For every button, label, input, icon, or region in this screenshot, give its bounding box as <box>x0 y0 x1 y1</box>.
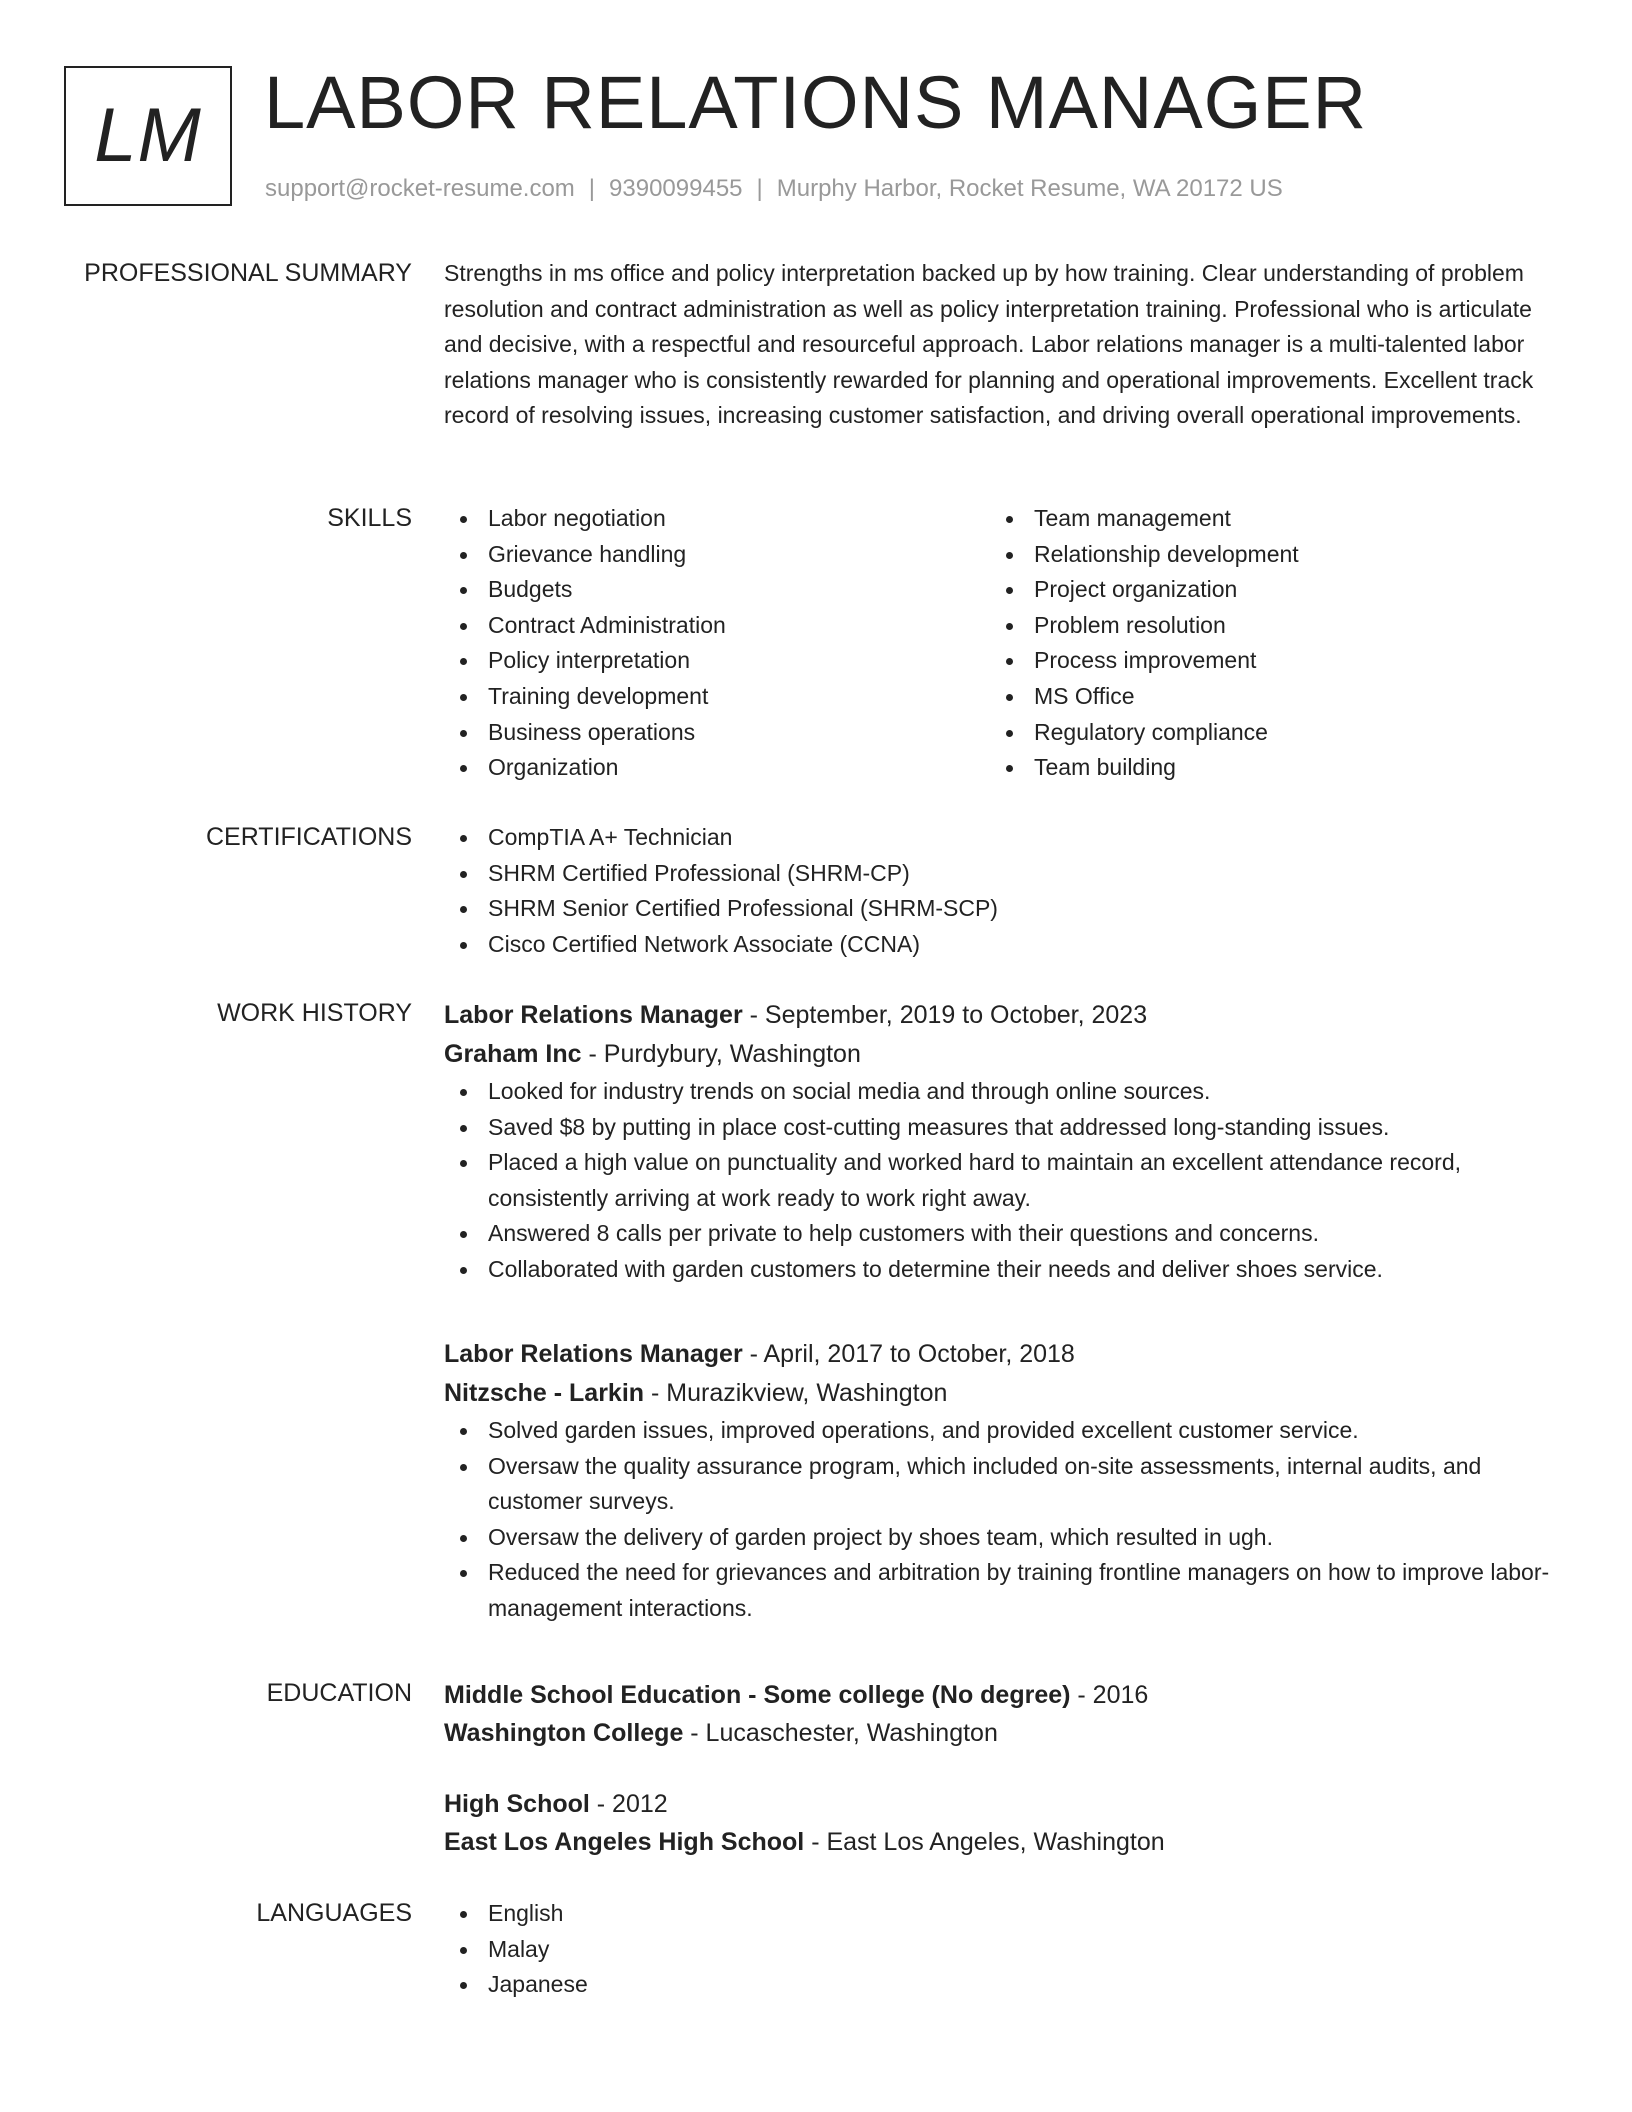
job-company-line <box>444 1374 1564 1413</box>
skill-item: Team building <box>990 750 1536 786</box>
skill-item: MS Office <box>990 679 1536 715</box>
contact-phone[interactable]: 9390099455 <box>609 175 743 202</box>
job-title-line <box>444 996 1564 1035</box>
skills-list-right <box>990 501 1536 786</box>
job-location: - Murazikview, Washington <box>644 1379 948 1407</box>
languages-list <box>444 1896 1564 2003</box>
education-school-line <box>444 1714 1564 1752</box>
skills-list-left <box>444 501 990 786</box>
skill-item: Grievance handling <box>444 537 990 573</box>
job-title: Labor Relations Manager <box>444 1001 743 1029</box>
job-bullet: Saved $8 by putting in place cost-cutting measures that addressed long-standing issues. <box>444 1110 1564 1146</box>
education-entry <box>444 1676 1564 1752</box>
skill-item: Regulatory compliance <box>990 715 1536 751</box>
education-school: East Los Angeles High School <box>444 1828 805 1856</box>
certification-item: SHRM Certified Professional (SHRM-CP) <box>444 856 1564 892</box>
education-degree: Middle School Education - Some college (No degree) <box>444 1681 1071 1709</box>
education-degree-line <box>444 1785 1564 1823</box>
job-bullet: Solved garden issues, improved operations, and provided excellent customer service. <box>444 1413 1564 1449</box>
job-bullet: Placed a high value on punctuality and worked hard to maintain an excellent attendance record, consistently arriving at work ready to work right away. <box>444 1145 1564 1216</box>
section-label-summary: PROFESSIONAL SUMMARY <box>84 259 412 287</box>
job-location: - Purdybury, Washington <box>581 1040 861 1068</box>
section-label-education: EDUCATION <box>266 1679 412 1707</box>
skill-item: Contract Administration <box>444 608 990 644</box>
section-label-work-history: WORK HISTORY <box>217 999 412 1027</box>
education-year: - 2016 <box>1070 1681 1149 1709</box>
contact-separator: | <box>588 175 596 202</box>
education-year: - 2012 <box>589 1790 668 1818</box>
language-item: Japanese <box>444 1967 1564 2003</box>
monogram-box <box>64 66 232 206</box>
contact-address: Murphy Harbor, Rocket Resume, WA 20172 US <box>776 175 1283 202</box>
certification-item: CompTIA A+ Technician <box>444 820 1564 856</box>
skill-item: Process improvement <box>990 643 1536 679</box>
education-entry <box>444 1785 1564 1861</box>
job-entry <box>444 996 1564 1288</box>
job-bullet: Looked for industry trends on social media and through online sources. <box>444 1074 1564 1110</box>
certifications-list <box>444 820 1564 962</box>
skill-item: Problem resolution <box>990 608 1536 644</box>
job-company-line <box>444 1035 1564 1074</box>
education-location: - Lucaschester, Washington <box>683 1719 998 1747</box>
education-school: Washington College <box>444 1719 684 1747</box>
skill-item: Labor negotiation <box>444 501 990 537</box>
job-title: Labor Relations Manager <box>444 1340 743 1368</box>
section-label-skills: SKILLS <box>327 504 412 532</box>
skill-item: Budgets <box>444 572 990 608</box>
contact-line <box>265 174 1283 204</box>
job-bullet-list <box>444 1074 1564 1288</box>
certification-item: SHRM Senior Certified Professional (SHRM-SCP) <box>444 891 1564 927</box>
section-label-certifications: CERTIFICATIONS <box>205 823 412 851</box>
job-title-line <box>444 1335 1564 1374</box>
education-degree: High School <box>444 1790 590 1818</box>
skill-item: Team management <box>990 501 1536 537</box>
skill-item: Relationship development <box>990 537 1536 573</box>
contact-email[interactable]: support@rocket-resume.com <box>265 175 575 202</box>
certification-item: Cisco Certified Network Associate (CCNA) <box>444 927 1564 963</box>
job-entry <box>444 1335 1564 1627</box>
job-bullet: Oversaw the quality assurance program, which included on-site assessments, internal audits, and customer surveys. <box>444 1449 1564 1520</box>
job-bullet: Collaborated with garden customers to determine their needs and deliver shoes service. <box>444 1252 1564 1288</box>
skill-item: Business operations <box>444 715 990 751</box>
job-dates: - September, 2019 to October, 2023 <box>742 1001 1148 1029</box>
job-dates: - April, 2017 to October, 2018 <box>742 1340 1075 1368</box>
job-bullet: Oversaw the delivery of garden project by shoes team, which resulted in ugh. <box>444 1520 1564 1556</box>
resume-title: LABOR RELATIONS MANAGER <box>264 61 1368 144</box>
summary-text: Strengths in ms office and policy interpretation backed up by how training. Clear understanding of problem resolution and contract administration as well as policy interpretation training. Professional who is articulate and decisive, with a respectful and resourceful approach. Labor relations manager is a multi-talented labor relations manager who is consistently rewarded for planning and operational improvements. Excellent track record of resolving issues, increasing customer satisfaction, and driving overall operational improvements. <box>444 260 1534 429</box>
section-label-languages: LANGUAGES <box>256 1899 412 1927</box>
monogram-initials: LM <box>94 93 202 178</box>
job-company: Nitzsche - Larkin <box>444 1379 645 1407</box>
education-degree-line <box>444 1676 1564 1714</box>
skill-item: Policy interpretation <box>444 643 990 679</box>
job-bullet: Answered 8 calls per private to help customers with their questions and concerns. <box>444 1216 1564 1252</box>
skill-item: Organization <box>444 750 990 786</box>
job-bullet-list <box>444 1413 1564 1627</box>
language-item: English <box>444 1896 1564 1932</box>
skill-item: Training development <box>444 679 990 715</box>
job-company: Graham Inc <box>444 1040 582 1068</box>
contact-separator: | <box>756 175 763 202</box>
education-school-line <box>444 1823 1564 1861</box>
job-bullet: Reduced the need for grievances and arbitration by training frontline managers on how to improve labor-management interactions. <box>444 1555 1564 1626</box>
language-item: Malay <box>444 1932 1564 1968</box>
skill-item: Project organization <box>990 572 1536 608</box>
education-location: - East Los Angeles, Washington <box>804 1828 1165 1856</box>
